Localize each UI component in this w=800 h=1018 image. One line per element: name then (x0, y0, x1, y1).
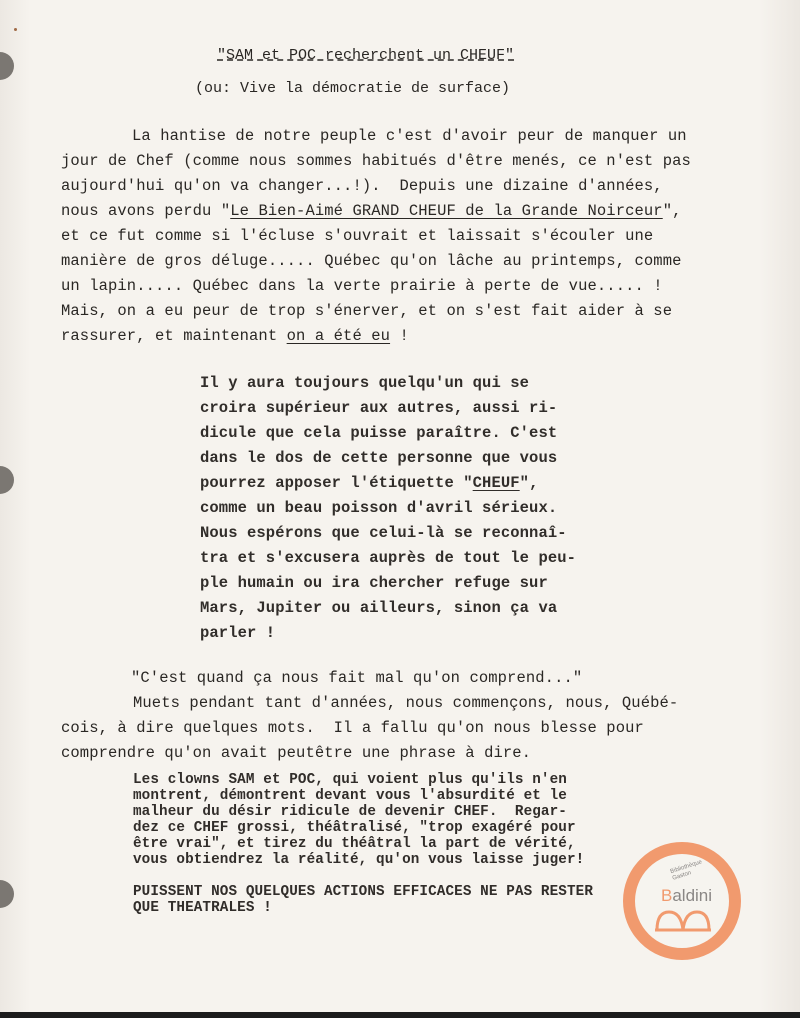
punch-hole-bottom (0, 880, 14, 908)
text-line: comprendre qu'on avait peutêtre une phrase à dire. (61, 744, 532, 762)
text-line: un lapin..... Québec dans la verte prairie à perte de vue..... ! (61, 277, 663, 295)
text-line: comme un beau poisson d'avril sérieux. (200, 499, 558, 517)
text-line: Muets pendant tant d'années, nous commençons, nous, Québé- (86, 694, 679, 712)
library-stamp-logo (623, 842, 741, 960)
text-segment: rassurer, et maintenant (61, 327, 287, 345)
text-segment: pourrez apposer l'étiquette " (200, 474, 473, 492)
text-line: Il y aura toujours quelqu'un qui se (200, 374, 530, 392)
stamp-b-emblem-icon (655, 908, 711, 932)
text-line: aujourd'hui qu'on va changer...!). Depuis une dizaine d'années, (61, 177, 663, 195)
text-line (61, 327, 409, 345)
text-line: tra et s'excusera auprès de tout le peu- (200, 549, 577, 567)
text-line: jour de Chef (comme nous sommes habitués d'être menés, ce n'est pas (61, 152, 691, 170)
punch-hole-middle (0, 466, 14, 494)
text-line: et ce fut comme si l'écluse s'ouvrait et laissait s'écouler une (61, 227, 654, 245)
text-line: dans le dos de cette personne que vous (200, 449, 558, 467)
underlined-phrase: on a été eu (286, 327, 391, 345)
text-line: Mais, on a eu peur de trop s'énerver, et on s'est fait aider à se (61, 302, 673, 320)
underlined-word: CHEUF (472, 474, 520, 492)
text-line (61, 202, 682, 220)
text-line: "C'est quand ça nous fait mal qu'on comprend..." (131, 669, 583, 687)
text-segment: nous avons perdu " (61, 202, 231, 220)
text-line: Nous espérons que celui-là se reconnaî- (200, 524, 567, 542)
text-line: montrent, démontrent devant vous l'absurdité et le (133, 788, 567, 804)
text-line: cois, à dire quelques mots. Il a fallu qu'on nous blesse pour (61, 719, 644, 737)
text-line: croira supérieur aux autres, aussi ri- (200, 399, 558, 417)
text-line: vous obtiendrez la réalité, qu'on vous laisse juger! (133, 852, 585, 868)
text-line: malheur du désir ridicule de devenir CHEF. Regar- (133, 804, 567, 820)
text-line: manière de gros déluge..... Québec qu'on lâche au printemps, comme (61, 252, 682, 270)
text-segment: ! (390, 327, 409, 345)
text-line: Les clowns SAM et POC, qui voient plus qu'ils n'en (133, 772, 567, 788)
text-line: dez ce CHEF grossi, théâtralisé, "trop exagéré pour (133, 820, 576, 836)
stamp-small-text: Bibliothèque Gaston (669, 859, 703, 882)
text-line: QUE THEATRALES ! (133, 900, 272, 916)
document-subtitle: (ou: Vive la démocratie de surface) (195, 80, 511, 97)
text-line (200, 474, 538, 492)
text-segment: ", (519, 474, 539, 492)
text-segment: ", (662, 202, 682, 220)
text-line: ple humain ou ira chercher refuge sur (200, 574, 548, 592)
text-line: dicule que cela puisse paraître. C'est (200, 424, 558, 442)
underlined-phrase: Le Bien-Aimé GRAND CHEUF de la Grande Noirceur (230, 202, 663, 220)
stamp-name (661, 886, 712, 906)
text-line: Mars, Jupiter ou ailleurs, sinon ça va (200, 599, 558, 617)
text-line: PUISSENT NOS QUELQUES ACTIONS EFFICACES NE PAS RESTER (133, 884, 594, 900)
text-line: parler ! (200, 624, 276, 642)
text-line: La hantise de notre peuple c'est d'avoir peur de manquer un (85, 127, 687, 145)
punch-hole-top (0, 52, 14, 80)
scan-bottom-edge (0, 1012, 800, 1018)
stamp-initial: B (661, 886, 673, 905)
text-line: être vrai", et tirez du théâtral la part de vérité, (133, 836, 576, 852)
stamp-name-rest: aldini (672, 886, 713, 905)
paper-speck (14, 28, 17, 31)
document-title: "SAM et POC recherchent un CHEUF" (217, 47, 515, 64)
